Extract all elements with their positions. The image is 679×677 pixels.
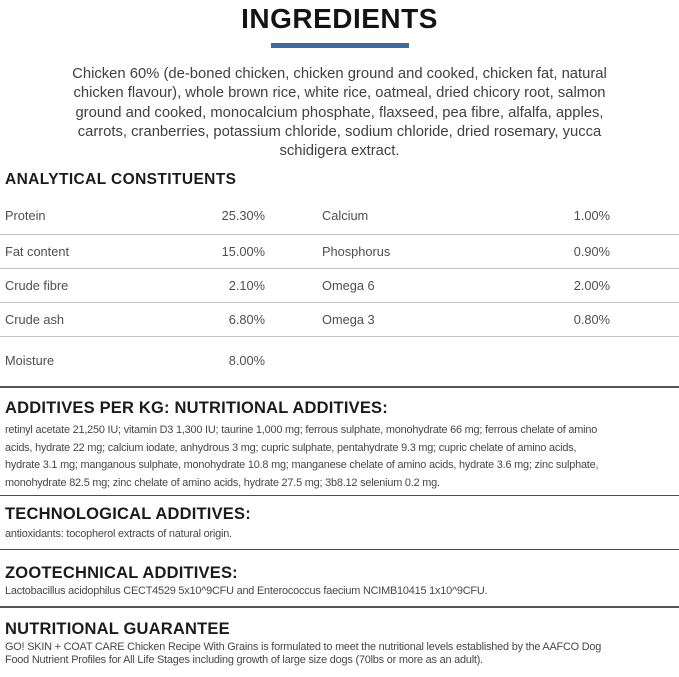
constituent-value: 0.90% — [573, 244, 610, 260]
table-row — [0, 337, 679, 386]
nutritional-guarantee-section — [0, 620, 679, 667]
constituent-label: Crude ash — [5, 312, 65, 328]
table-row — [0, 303, 679, 337]
constituent-label: Omega 6 — [322, 278, 375, 294]
nutritional-additives-heading: ADDITIVES PER KG: NUTRITIONAL ADDITIVES: — [5, 399, 388, 418]
body-line: retinyl acetate 21,250 IU; vitamin D3 1,300 IU; taurine 1,000 mg; ferrous sulphate, monohydrate 66 mg; ferrous chelate of amino — [5, 424, 598, 437]
zootechnical-additives-section — [0, 564, 679, 606]
spacer — [0, 598, 679, 606]
body-line: acids, hydrate 22 mg; calcium iodate, anhydrous 3 mg; cupric sulphate, pentahydrate 9.3 mg; cupric chelate of amino acids, — [5, 441, 577, 454]
section-divider — [0, 606, 679, 608]
ingredients-line: schidigera extract. — [279, 143, 400, 160]
table-row — [0, 269, 679, 303]
ingredients-line: Chicken 60% (de-boned chicken, chicken ground and cooked, chicken fat, natural — [72, 66, 607, 82]
page-title: INGREDIENTS — [241, 3, 438, 34]
section-divider — [0, 495, 679, 496]
nutritional-guarantee-heading: NUTRITIONAL GUARANTEE — [5, 620, 230, 639]
ingredients-line: chicken flavour), whole brown rice, white rice, oatmeal, dried chicory root, salmon — [73, 85, 606, 102]
title-divider — [271, 43, 409, 48]
analytical-constituents-heading: ANALYTICAL CONSTITUENTS — [5, 171, 237, 189]
body-line: hydrate 3.1 mg; manganous sulphate, monohydrate 10.8 mg; manganese chelate of amino acids, hydrate 3.6 mg; zinc sulphate, — [5, 459, 599, 472]
technological-additives-section — [0, 505, 679, 549]
section-divider — [0, 386, 679, 388]
constituent-label: Moisture — [5, 353, 55, 369]
ingredients-paragraph — [0, 65, 679, 161]
section-divider — [0, 549, 679, 550]
constituent-label: Calcium — [322, 208, 369, 224]
body-line: GO! SKIN + COAT CARE Chicken Recipe With Grains is formulated to meet the nutritional levels established by the AAFCO Dog — [5, 641, 602, 654]
body-line: Food Nutrient Profiles for All Life Stages including growth of large size dogs (70lbs or more as an adult). — [5, 653, 484, 666]
constituent-value: 0.80% — [573, 312, 610, 328]
technological-additives-heading: TECHNOLOGICAL ADDITIVES: — [5, 505, 251, 524]
constituent-value: 25.30% — [221, 208, 265, 224]
constituent-label: Protein — [5, 208, 46, 224]
table-row — [0, 235, 679, 269]
ingredients-line: carrots, cranberries, potassium chloride, sodium chloride, dried rosemary, yucca — [77, 123, 602, 140]
constituent-value: 15.00% — [221, 244, 265, 260]
spacer — [0, 541, 679, 549]
technological-additives-body: antioxidants: tocopherol extracts of natural origin. — [5, 528, 232, 541]
zootechnical-additives-heading: ZOOTECHNICAL ADDITIVES: — [5, 564, 238, 583]
constituent-label: Fat content — [5, 244, 70, 260]
constituent-value: 8.00% — [228, 353, 265, 369]
zootechnical-additives-body: Lactobacillus acidophilus CECT4529 5x10^9CFU and Enterococcus faecium NCIMB10415 1x10^9CFU. — [5, 585, 488, 598]
constituent-label: Crude fibre — [5, 278, 69, 294]
constituent-value: 2.10% — [228, 278, 265, 294]
analytical-constituents-table — [0, 197, 679, 386]
ingredients-line: ground and cooked, monocalcium phosphate, flaxseed, pea fibre, alfalfa, apples, — [75, 104, 604, 121]
body-line: monohydrate 82.5 mg; zinc chelate of amino acids, hydrate 27.5 mg; 3b8.12 selenium 0.2 mg. — [5, 476, 440, 489]
table-row — [0, 197, 679, 235]
constituent-value: 2.00% — [573, 278, 610, 294]
constituent-label: Phosphorus — [322, 244, 391, 260]
constituent-value: 1.00% — [573, 208, 610, 224]
constituent-value: 6.80% — [228, 312, 265, 328]
constituent-label: Omega 3 — [322, 312, 375, 328]
nutritional-additives-section — [0, 399, 679, 495]
nutritional-guarantee-body — [5, 641, 673, 667]
nutritional-additives-body — [5, 422, 673, 492]
